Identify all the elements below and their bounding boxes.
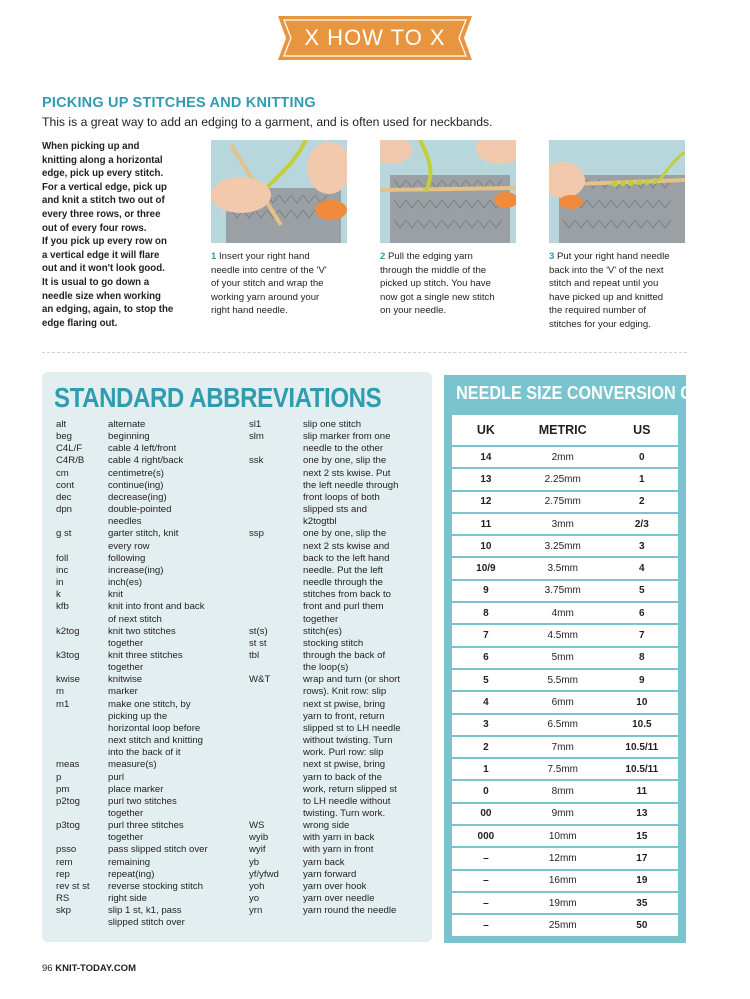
abbreviation-description: stocking stitch — [303, 637, 364, 649]
abbreviation-row — [56, 626, 252, 650]
abbreviation-row — [249, 820, 429, 832]
needle-chart-panel — [444, 375, 737, 943]
abbreviation-description: knit into front and back of next stitch — [108, 601, 205, 625]
needle-size-us: 6 — [606, 602, 678, 624]
needle-size-us: 50 — [636, 919, 648, 931]
abbreviation-code: rep — [56, 868, 70, 880]
needle-size-uk: 10/9 — [452, 557, 520, 579]
needle-size-us: 8 — [606, 647, 678, 669]
abbreviation-code: yoh — [249, 880, 265, 892]
needle-size-us: 10.5/11 — [606, 736, 678, 758]
abbreviation-description: yarn forward — [303, 868, 357, 880]
abbreviation-row — [56, 601, 252, 625]
needle-chart-row — [452, 602, 678, 624]
step-2-photo — [380, 140, 516, 243]
needle-size-uk: 00 — [452, 803, 520, 825]
needle-size-metric: 3mm — [520, 513, 606, 535]
abbreviation-code: st st — [249, 637, 267, 649]
needle-chart-row — [452, 825, 678, 847]
abbreviation-description: make one stitch, by picking up the horizontal loop before next stitch and knitting into the back of it — [108, 698, 203, 759]
section-divider — [42, 352, 687, 353]
needle-size-metric: 2.25mm — [520, 468, 606, 490]
step-3-text: Put your right hand needle back into the 'V' of the next stitch and repeat until you have picked up and knitted the required number of stitches for your edging. — [549, 251, 670, 330]
abbreviation-description: following — [108, 552, 146, 564]
abbreviation-description: repeat(ing) — [108, 868, 155, 880]
step-2-caption — [380, 250, 520, 318]
abbreviation-description: yarn over hook — [303, 880, 367, 892]
page-number: 96 — [42, 963, 53, 974]
abbreviation-code: pm — [56, 783, 70, 795]
needle-size-us: 10.5 — [606, 714, 678, 736]
abbreviation-code: C4R/B — [56, 455, 85, 467]
abbreviation-code: k2tog — [56, 625, 80, 637]
abbreviation-code: rem — [56, 856, 73, 868]
abbreviation-row — [56, 686, 252, 698]
abbreviation-description: reverse stocking stitch — [108, 880, 203, 892]
needle-size-uk: 0 — [452, 780, 520, 802]
abbreviation-description: wrap and turn (or short rows). Knit row: slip next st pwise, bring yarn to front, return slipped st to LH needle without twisting. Turn work. Purl row: slip next st pwise, bring yarn to back of the work, return slipped st to LH needle without twisting. Turn work. — [303, 674, 401, 819]
needle-size-metric: 9mm — [520, 803, 606, 825]
banner-text: X HOW TO X — [304, 25, 446, 50]
page-footer — [42, 963, 136, 974]
section-title: PICKING UP STITCHES AND KNITTING — [42, 95, 316, 111]
needle-size-us: 13 — [606, 803, 678, 825]
abbreviation-code: m1 — [56, 698, 70, 710]
needle-size-metric: 2mm — [520, 446, 606, 468]
abbreviation-code: RS — [56, 893, 70, 905]
abbreviation-row — [56, 893, 252, 905]
abbreviation-row — [56, 419, 252, 431]
abbreviation-code: ssp — [249, 528, 264, 540]
needle-size-metric: 3.5mm — [520, 557, 606, 579]
abbreviation-description: continue(ing) — [108, 479, 164, 491]
abbreviations-right-column — [249, 419, 429, 917]
abbreviation-code: W&T — [249, 674, 271, 686]
needle-chart-row — [452, 535, 678, 557]
abbreviation-description: remaining — [108, 856, 151, 868]
abbreviation-description: garter stitch, knit every row — [108, 528, 179, 552]
needle-size-metric: 6mm — [520, 691, 606, 713]
step-3-photo — [549, 140, 685, 243]
needle-chart-row — [452, 758, 678, 780]
abbreviation-row — [56, 455, 252, 467]
needle-size-metric: 10mm — [520, 825, 606, 847]
needle-size-uk: 11 — [452, 513, 520, 535]
abbreviation-row — [56, 869, 252, 881]
step-1-caption — [211, 250, 351, 318]
abbreviation-code: beg — [56, 431, 73, 443]
needle-size-us: 35 — [606, 892, 678, 914]
needle-chart-row — [452, 914, 678, 935]
needle-size-uk: 4 — [452, 691, 520, 713]
step-2-number: 2 — [380, 251, 386, 262]
abbreviation-row — [249, 869, 429, 881]
abbreviation-row — [249, 905, 429, 917]
needle-size-uk: 8 — [452, 602, 520, 624]
step-1-number: 1 — [211, 251, 217, 262]
needle-size-us: 5 — [606, 580, 678, 602]
abbreviation-row — [56, 650, 252, 674]
abbreviation-code: skp — [56, 905, 71, 917]
abbreviation-row — [56, 431, 252, 443]
abbreviation-row — [56, 492, 252, 504]
needle-size-us: 15 — [606, 825, 678, 847]
needle-chart-row — [452, 446, 678, 468]
abbreviation-description: increase(ing) — [108, 564, 164, 576]
abbreviation-code: p — [56, 771, 62, 783]
abbreviation-code: kwise — [56, 674, 80, 686]
abbreviation-description: slip one stitch — [303, 419, 362, 430]
abbreviation-row — [249, 638, 429, 650]
needle-size-us: 2 — [606, 491, 678, 513]
abbreviation-code: ssk — [249, 455, 264, 467]
abbreviation-description: wrong side — [303, 820, 350, 832]
sidebar-tip: When picking up and knitting along a horizontal edge, pick up every stitch. For a vertical edge, pick up and knit a stitch two out of every three rows, or three out of every four rows. If you pick up every row on a vertical edge it will flare out and it won't look good. It is usual to go down a needle size when working an edging, again, to stop the edge flaring out. — [42, 141, 174, 329]
abbreviation-description: purl — [108, 771, 124, 783]
abbreviations-left-column — [56, 419, 252, 930]
abbreviation-code: k — [56, 589, 61, 601]
needle-size-metric: 3.25mm — [520, 535, 606, 557]
needle-chart-row — [452, 580, 678, 602]
needle-size-us: 10.5/11 — [606, 758, 678, 780]
needle-size-us: 1 — [606, 468, 678, 490]
abbreviations-panel — [42, 372, 432, 942]
abbreviation-code: yf/yfwd — [249, 868, 279, 880]
needle-size-uk: 6 — [452, 647, 520, 669]
abbreviation-code: C4L/F — [56, 443, 83, 455]
abbreviation-row — [249, 650, 429, 674]
needle-chart-title: NEEDLE SIZE CONVERSION CHART — [456, 383, 737, 403]
abbreviation-row — [249, 431, 429, 455]
abbreviation-row — [56, 443, 252, 455]
abbreviation-description: place marker — [108, 783, 164, 795]
abbreviation-code: g st — [56, 528, 72, 540]
abbreviation-code: dpn — [56, 504, 73, 516]
abbreviation-description: marker — [108, 686, 138, 698]
abbreviation-description: stitch(es) — [303, 625, 342, 637]
needle-size-uk: – — [452, 870, 520, 892]
abbreviation-code: alt — [56, 419, 67, 430]
header-uk: UK — [452, 415, 520, 446]
needle-chart-row — [452, 803, 678, 825]
abbreviation-description: knit — [108, 589, 123, 601]
needle-chart-row — [452, 870, 678, 892]
needle-chart-row — [452, 714, 678, 736]
needle-chart-row — [452, 669, 678, 691]
abbreviation-code: p3tog — [56, 820, 81, 832]
abbreviation-description: alternate — [108, 419, 146, 430]
abbreviation-description: knit two stitches together — [108, 625, 176, 649]
step-2-text: Pull the edging yarn through the middle of the picked up stitch. You have now got a single new stitch on your needle. — [380, 251, 495, 317]
abbreviation-description: inch(es) — [108, 577, 143, 589]
abbreviation-row — [56, 504, 252, 528]
abbreviation-description: knitwise — [108, 674, 143, 686]
abbreviation-description: knit three stitches together — [108, 649, 183, 674]
needle-chart-row — [452, 892, 678, 914]
abbreviation-description: slip 1 st, k1, pass slipped stitch over — [108, 905, 185, 929]
abbreviation-code: yrn — [249, 905, 263, 917]
abbreviation-code: psso — [56, 844, 77, 856]
needle-chart-header-row — [452, 415, 678, 446]
needle-size-us: 0 — [606, 446, 678, 468]
abbreviation-description: cable 4 left/front — [108, 443, 177, 455]
abbreviation-row — [56, 905, 252, 929]
needle-size-metric: 16mm — [520, 870, 606, 892]
needle-chart-row — [452, 513, 678, 535]
needle-size-uk: – — [452, 892, 520, 914]
abbreviation-description: double-pointed needles — [108, 504, 172, 528]
step-1-text: Insert your right hand needle into centre of the 'V' of your stitch and wrap the working yarn around your right hand needle. — [211, 251, 327, 317]
abbreviation-row — [56, 565, 252, 577]
abbreviation-code: k3tog — [56, 649, 80, 661]
abbreviation-description: yarn round the needle — [303, 905, 397, 917]
needle-size-metric: 5.5mm — [520, 669, 606, 691]
needle-size-us: 4 — [606, 557, 678, 579]
abbreviation-description: centimetre(s) — [108, 467, 164, 479]
abbreviation-row — [249, 844, 429, 856]
needle-size-metric: 25mm — [548, 919, 577, 931]
abbreviation-code: sl1 — [249, 419, 262, 430]
abbreviations-title: STANDARD ABBREVIATIONS — [54, 382, 382, 413]
needle-size-metric: 6.5mm — [520, 714, 606, 736]
abbreviation-row — [56, 857, 252, 869]
abbreviation-code: rev st st — [56, 880, 90, 892]
needle-size-uk: 14 — [452, 446, 520, 468]
abbreviation-description: with yarn in front — [303, 844, 374, 856]
needle-size-uk: 3 — [452, 714, 520, 736]
abbreviation-code: cm — [56, 467, 69, 479]
needle-size-metric: 3.75mm — [520, 580, 606, 602]
needle-size-uk: 7 — [452, 624, 520, 646]
needle-size-uk: 5 — [452, 669, 520, 691]
abbreviation-row — [56, 844, 252, 856]
abbreviation-row — [56, 589, 252, 601]
abbreviation-code: tbl — [249, 649, 260, 661]
header-us: US — [606, 415, 678, 446]
needle-size-us: 11 — [606, 780, 678, 802]
step-1-photo — [211, 140, 347, 243]
abbreviation-row — [249, 528, 429, 625]
abbreviation-code: yo — [249, 893, 260, 905]
needle-size-us: 19 — [606, 870, 678, 892]
needle-size-uk: 12 — [452, 491, 520, 513]
abbreviation-code: in — [56, 577, 64, 589]
abbreviation-row — [56, 528, 252, 552]
needle-chart-row — [452, 468, 678, 490]
abbreviation-description: decrease(ing) — [108, 491, 167, 503]
abbreviation-code: slm — [249, 431, 264, 443]
step-3-number: 3 — [549, 251, 555, 262]
needle-size-us: 10 — [606, 691, 678, 713]
abbreviation-description: through the back of the loop(s) — [303, 649, 386, 674]
header-metric: METRIC — [520, 415, 606, 446]
abbreviation-description: pass slipped stitch over — [108, 844, 208, 856]
abbreviation-description: yarn back — [303, 856, 345, 868]
needle-size-us: 7 — [606, 624, 678, 646]
abbreviation-code: wyif — [249, 844, 266, 856]
abbreviation-code: m — [56, 686, 64, 698]
abbreviation-description: one by one, slip the next 2 sts kwise and back to the left hand needle. Put the left needle through the stitches from back to front and purl them together — [303, 528, 391, 625]
abbreviation-row — [249, 626, 429, 638]
needle-size-uk: 1 — [452, 758, 520, 780]
abbreviation-code: inc — [56, 564, 69, 576]
abbreviation-code: WS — [249, 820, 265, 832]
needle-size-metric: 7.5mm — [520, 758, 606, 780]
needle-chart-row — [452, 557, 678, 579]
abbreviation-code: foll — [56, 552, 69, 564]
abbreviation-row — [249, 832, 429, 844]
needle-size-metric: 8mm — [520, 780, 606, 802]
needle-size-us: 17 — [606, 847, 678, 869]
needle-size-us: 9 — [606, 669, 678, 691]
abbreviation-row — [56, 553, 252, 565]
abbreviation-row — [56, 881, 252, 893]
needle-chart-table — [452, 415, 678, 936]
abbreviation-row — [56, 759, 252, 771]
abbreviation-code: p2tog — [56, 795, 81, 807]
site-name: KNIT-TODAY.COM — [55, 963, 136, 974]
abbreviation-description: with yarn in back — [303, 832, 375, 844]
abbreviation-row — [56, 577, 252, 589]
needle-size-metric: 7mm — [520, 736, 606, 758]
abbreviation-description: cable 4 right/back — [108, 455, 184, 467]
abbreviation-description: purl two stitches together — [108, 795, 177, 819]
abbreviation-row — [249, 893, 429, 905]
needle-chart-row — [452, 491, 678, 513]
abbreviation-row — [56, 674, 252, 686]
needle-size-metric: 5mm — [520, 647, 606, 669]
abbreviation-code: dec — [56, 491, 72, 503]
needle-size-metric: 2.75mm — [520, 491, 606, 513]
abbreviation-code: kfb — [56, 601, 69, 613]
needle-chart-row — [452, 624, 678, 646]
abbreviation-row — [56, 796, 252, 820]
abbreviation-description: slip marker from one needle to the other — [303, 431, 391, 455]
needle-size-uk: 13 — [452, 468, 520, 490]
abbreviation-row — [249, 881, 429, 893]
abbreviation-code: cont — [56, 479, 75, 491]
abbreviation-code: wyib — [249, 832, 269, 844]
needle-size-metric: 4mm — [520, 602, 606, 624]
needle-size-us: 2/3 — [606, 513, 678, 535]
abbreviation-row — [56, 820, 252, 844]
abbreviation-row — [56, 480, 252, 492]
needle-size-uk: 9 — [452, 580, 520, 602]
step-3-caption — [549, 250, 689, 332]
section-intro: This is a great way to add an edging to a garment, and is often used for neckbands. — [42, 115, 493, 129]
needle-size-uk: – — [452, 847, 520, 869]
needle-size-uk: 000 — [452, 825, 520, 847]
needle-size-metric: 12mm — [520, 847, 606, 869]
abbreviation-row — [56, 772, 252, 784]
abbreviation-row — [56, 468, 252, 480]
abbreviation-row — [56, 784, 252, 796]
needle-chart-row — [452, 736, 678, 758]
abbreviation-code: st(s) — [249, 625, 268, 637]
needle-size-uk: – — [483, 919, 489, 931]
abbreviation-row — [249, 455, 429, 528]
abbreviation-description: purl three stitches together — [108, 820, 184, 844]
needle-chart-row — [452, 780, 678, 802]
needle-chart-row — [452, 647, 678, 669]
needle-size-metric: 4.5mm — [520, 624, 606, 646]
abbreviation-code: yb — [249, 856, 260, 868]
abbreviation-description: one by one, slip the next 2 sts kwise. Put the left needle through front loops of both slipped sts and k2togtbl — [303, 455, 399, 528]
needle-size-metric: 19mm — [520, 892, 606, 914]
abbreviation-description: beginning — [108, 431, 150, 443]
needle-chart-row — [452, 691, 678, 713]
abbreviation-row — [249, 419, 429, 431]
needle-chart-row — [452, 847, 678, 869]
abbreviation-row — [249, 674, 429, 820]
abbreviation-row — [56, 699, 252, 760]
needle-size-uk: 2 — [452, 736, 520, 758]
abbreviation-description: yarn over needle — [303, 893, 375, 905]
needle-size-us: 3 — [606, 535, 678, 557]
abbreviation-code: meas — [56, 759, 80, 771]
how-to-banner — [278, 16, 472, 60]
abbreviation-description: measure(s) — [108, 759, 157, 771]
abbreviation-row — [249, 857, 429, 869]
needle-size-uk: 10 — [452, 535, 520, 557]
abbreviation-description: right side — [108, 893, 147, 905]
